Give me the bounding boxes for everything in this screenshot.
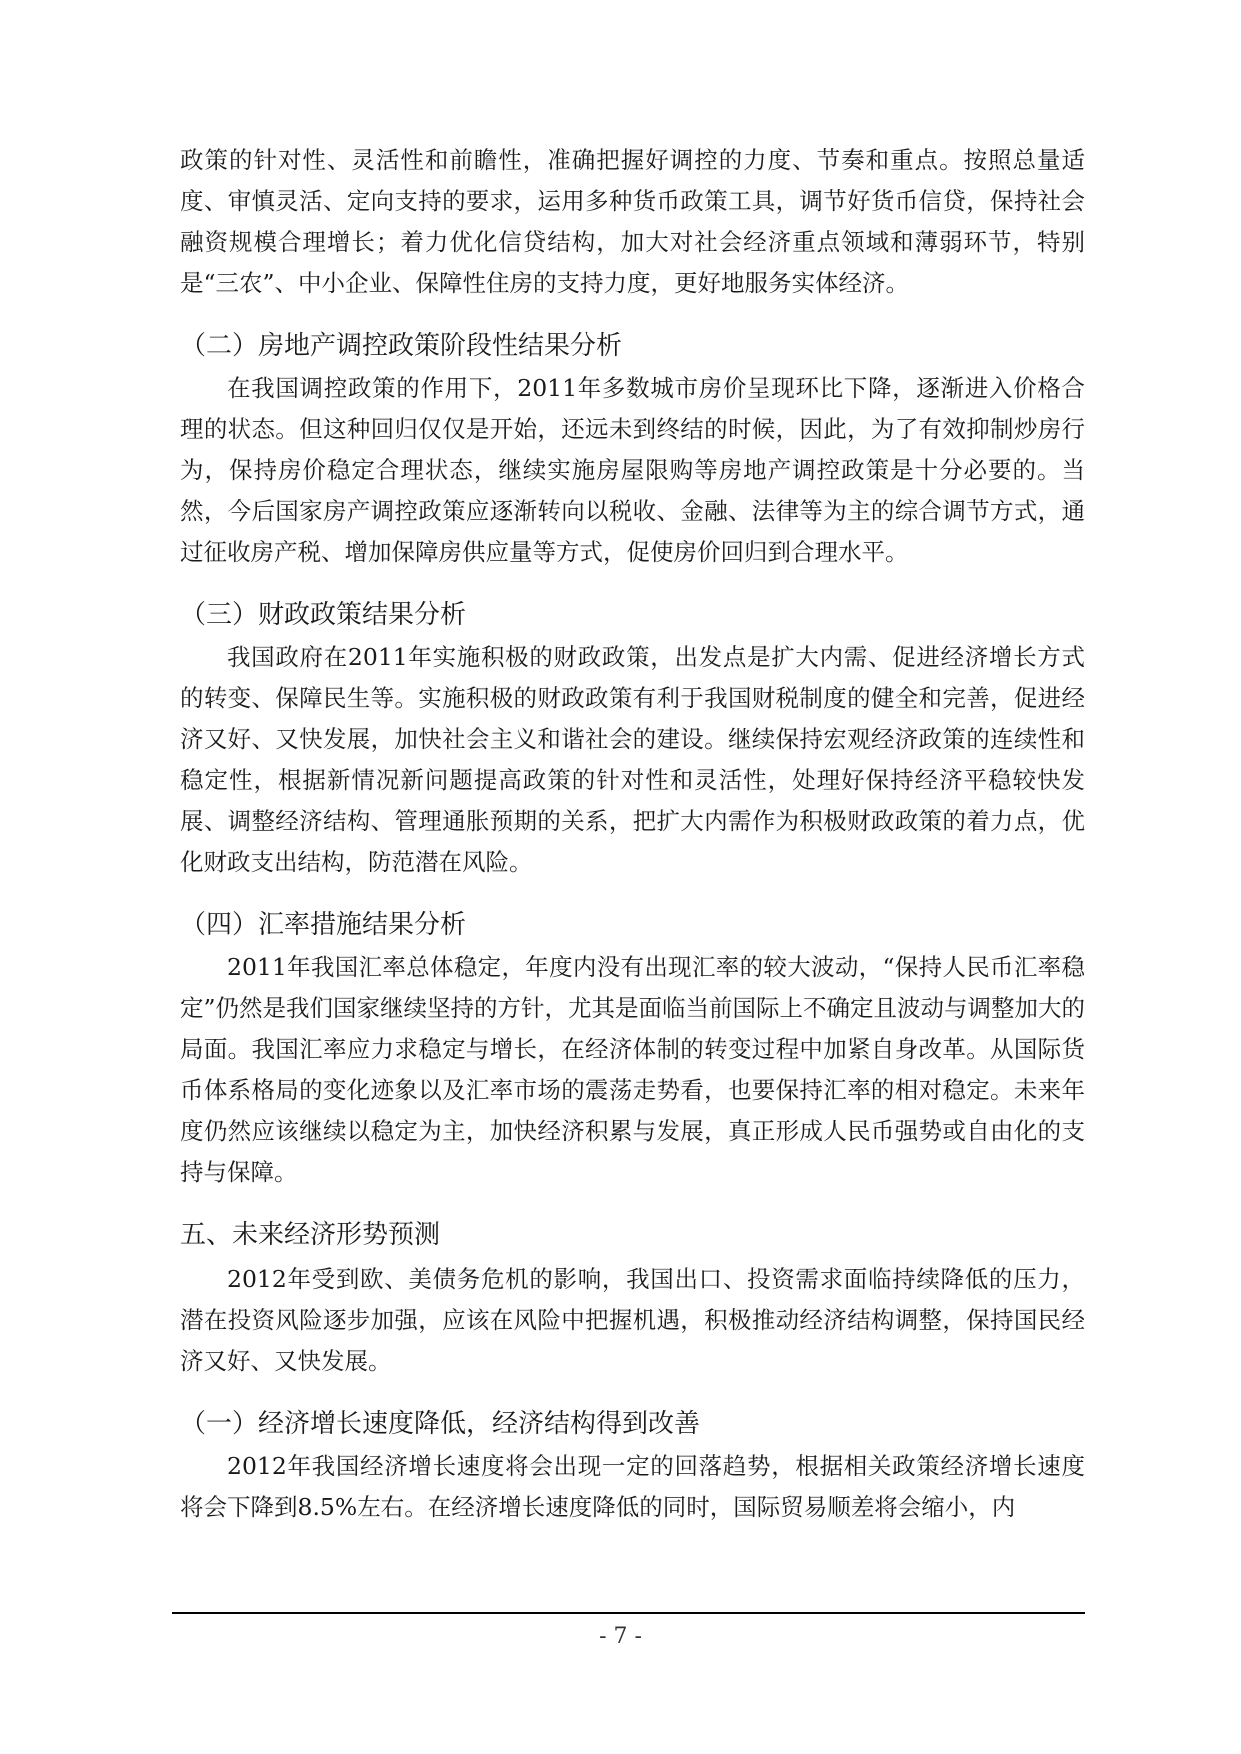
heading-real-estate-policy: （二）房地产调控政策阶段性结果分析 [180, 331, 623, 361]
footer-divider [172, 1612, 1085, 1614]
heading-growth-slowdown: （一）经济增长速度降低，经济结构得到改善 [180, 1409, 701, 1439]
paragraph-real-estate-policy: 在我国调控政策的作用下，2011年多数城市房价呈现环比下降，逐渐进入价格合理的状态。但这种回归仅仅是开始，还远未到终结的时候，因此，为了有效抑制炒房行为，保持房价稳定合理状态，继续实施房屋限购等房地产调控政策是十分必要的。当然，今后国家房产调控政策应逐渐转向以税收、金融、法律等为主的综合调节方式，通过征收房产税、增加保障房供应量等方式，促使房价回归到合理水平。 [180, 374, 1085, 566]
paragraph-economic-forecast: 2012年受到欧、美债务危机的影响，我国出口、投资需求面临持续降低的压力，潜在投资风险逐步加强，应该在风险中把握机遇，积极推动经济结构调整，保持国民经济又好、又快发展。 [180, 1265, 1085, 1375]
page-body [180, 140, 1085, 1528]
heading-fiscal-policy: （三）财政政策结果分析 [180, 600, 467, 630]
heading-exchange-rate: （四）汇率措施结果分析 [180, 910, 467, 940]
heading-economic-forecast: 五、未来经济形势预测 [180, 1220, 441, 1250]
paragraph-exchange-rate: 2011年我国汇率总体稳定，年度内没有出现汇率的较大波动，“保持人民币汇率稳定”仍然是我们国家继续坚持的方针，尤其是面临当前国际上不确定且波动与调整加大的局面。我国汇率应力求稳定与增长，在经济体制的转变过程中加紧自身改革。从国际货币体系格局的变化迹象以及汇率市场的震荡走势看，也要保持汇率的相对稳定。未来年度仍然应该继续以稳定为主，加快经济积累与发展，真正形成人民币强势或自由化的支持与保障。 [180, 953, 1086, 1186]
paragraph-fiscal-policy: 我国政府在2011年实施积极的财政政策，出发点是扩大内需、促进经济增长方式的转变、保障民生等。实施积极的财政政策有利于我国财税制度的健全和完善，促进经济又好、又快发展，加快社会主义和谐社会的建设。继续保持宏观经济政策的连续性和稳定性，根据新情况新问题提高政策的针对性和灵活性，处理好保持经济平稳较快发展、调整经济结构、管理通胀预期的关系，把扩大内需作为积极财政政策的着力点，优化财政支出结构，防范潜在风险。 [180, 643, 1085, 876]
page-number: - 7 - [599, 1624, 642, 1649]
paragraph-monetary-policy-continued: 政策的针对性、灵活性和前瞻性，准确把握好调控的力度、节奏和重点。按照总量适度、审慎灵活、定向支持的要求，运用多种货币政策工具，调节好货币信贷，保持社会融资规模合理增长；着力优化信贷结构，加大对社会经济重点领域和薄弱环节，特别是“三农”、中小企业、保障性住房的支持力度，更好地服务实体经济。 [180, 146, 1085, 297]
paragraph-growth-slowdown: 2012年我国经济增长速度将会出现一定的回落趋势，根据相关政策经济增长速度将会下降到8.5%左右。在经济增长速度降低的同时，国际贸易顺差将会缩小，内 [180, 1452, 1085, 1521]
